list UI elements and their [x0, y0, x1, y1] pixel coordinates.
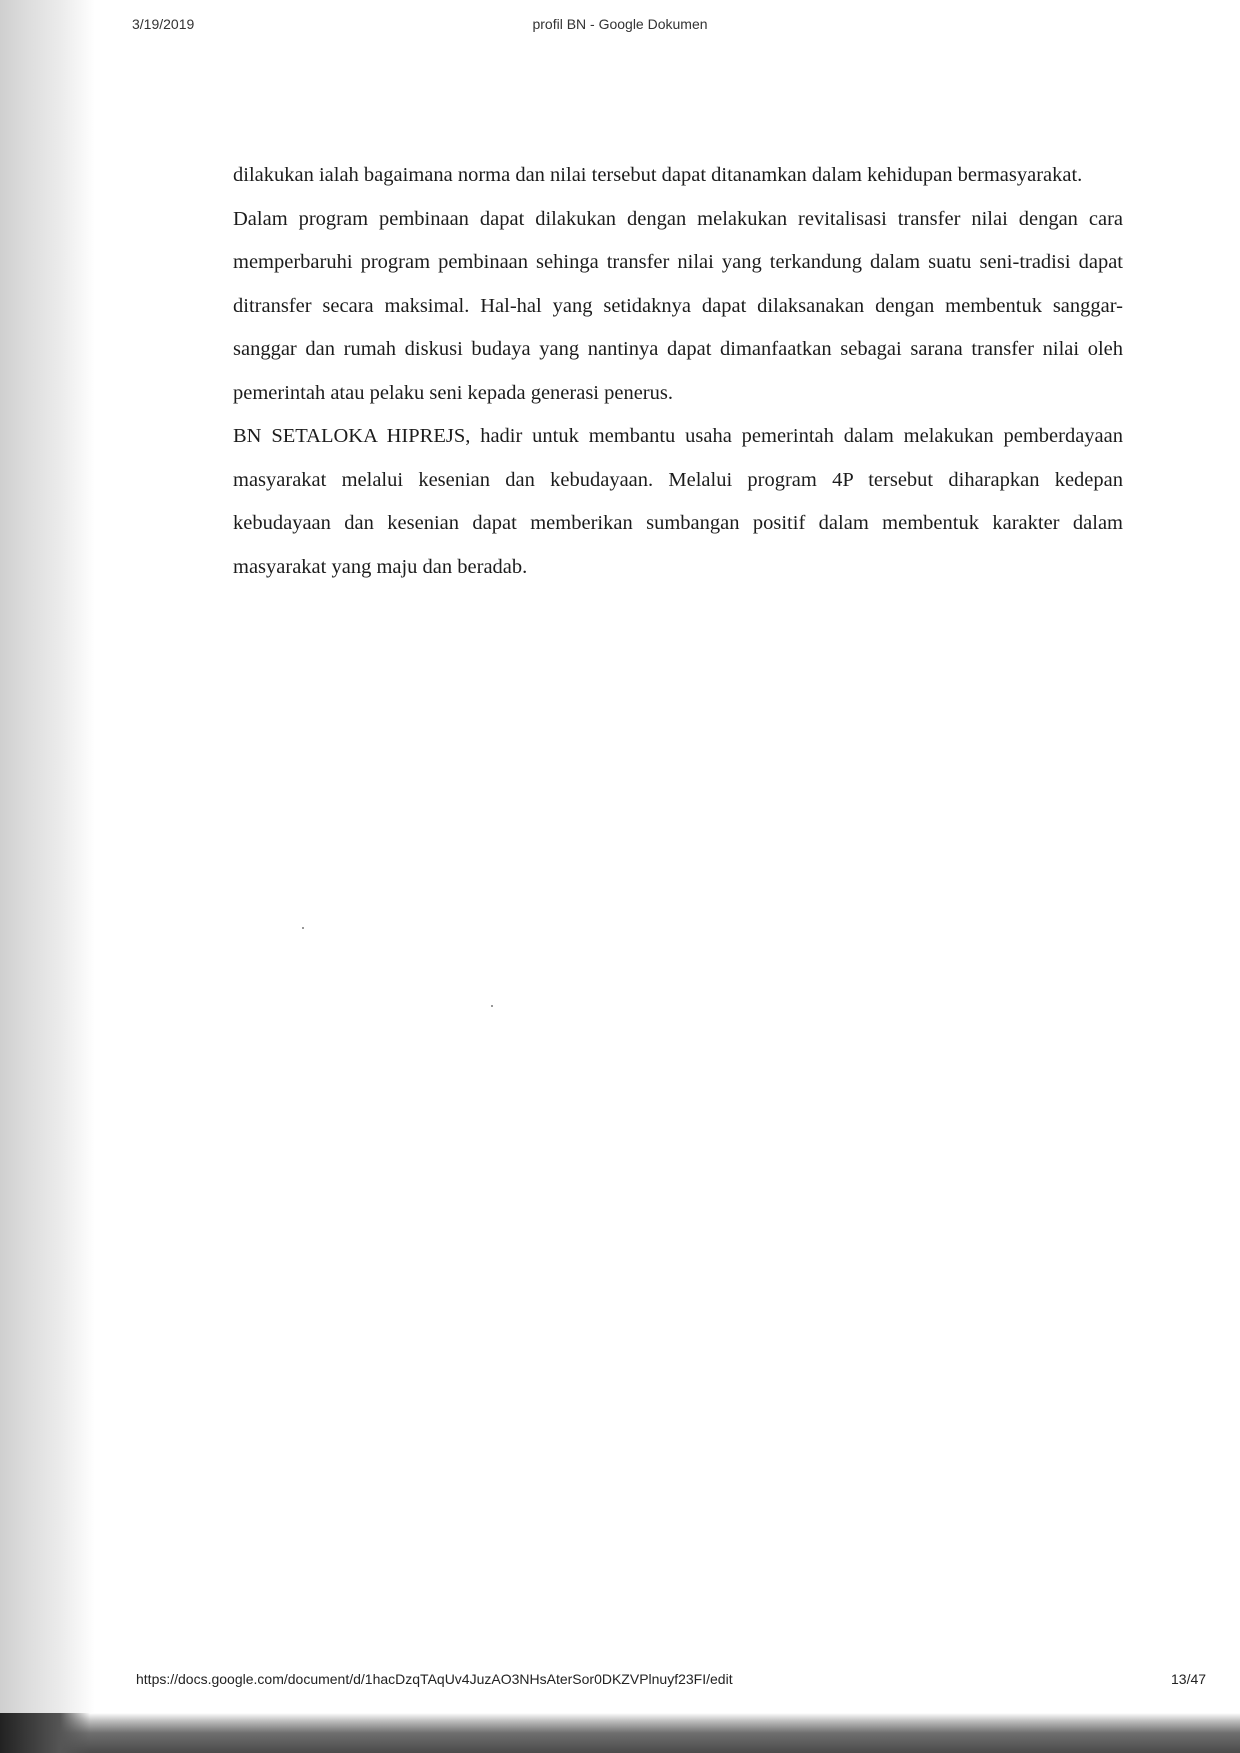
scan-shadow-bottom: [0, 1713, 1240, 1753]
page-number: 13/47: [1171, 1671, 1207, 1687]
paragraph-2: Dalam program pembinaan dapat dilakukan dengan melakukan revitalisasi transfer nilai dengan cara memperbaruhi program pembinaan sehinga transfer nilai yang terkandung dalam suatu seni-tradisi dapat ditransfer secara maksimal. Hal-hal yang setidaknya dapat dilaksanakan dengan membentuk sanggar-sanggar dan rumah diskusi budaya yang nantinya dapat dimanfaatkan sebagai sarana transfer nilai oleh pemerintah atau pelaku seni kepada generasi penerus.: [233, 207, 1123, 404]
document-url: https://docs.google.com/document/d/1hacDzqTAqUv4JuzAO3NHsAterSor0DKZVPlnuyf23FI/edit: [136, 1671, 733, 1687]
scan-speck: [302, 927, 304, 929]
paragraph-1: dilakukan ialah bagaimana norma dan nilai tersebut dapat ditanamkan dalam kehidupan bermasyarakat.: [233, 164, 1083, 186]
scan-shadow-left: [0, 0, 95, 1753]
document-title: profil BN - Google Dokumen: [532, 16, 708, 32]
document-body: [233, 154, 1123, 589]
print-date: 3/19/2019: [132, 16, 195, 32]
paragraph-3: BN SETALOKA HIPREJS, hadir untuk membantu usaha pemerintah dalam melakukan pemberdayaan masyarakat melalui kesenian dan kebudayaan. Melalui program 4P tersebut diharapkan kedepan kebudayaan dan kesenian dapat memberikan sumbangan positif dalam membentuk karakter dalam masyarakat yang maju dan beradab.: [233, 425, 1123, 578]
scan-speck: [491, 1005, 493, 1007]
scan-corner-shadow: [0, 1713, 90, 1753]
